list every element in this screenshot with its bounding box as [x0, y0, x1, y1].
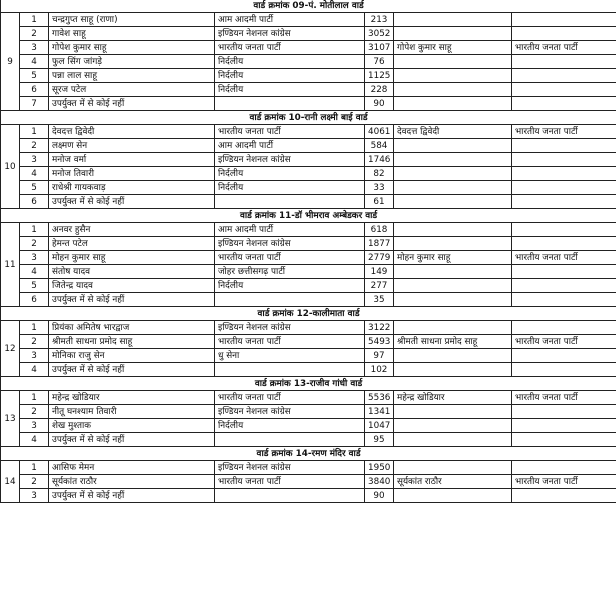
table-row [1, 405, 616, 419]
party-name-cell: इण्डियन नेशनल कांग्रेस [215, 321, 365, 335]
party-name-cell: आम आदमी पार्टी [215, 223, 365, 237]
party-name-cell: आम आदमी पार्टी [215, 13, 365, 27]
winner-party-cell [512, 167, 616, 181]
ward-heading: वार्ड क्रमांक 09-पं. मोतीलाल वार्ड [1, 0, 616, 13]
winner-name-cell [394, 321, 512, 335]
winner-name-cell [394, 489, 512, 503]
serial-number-cell: 5 [20, 69, 49, 83]
party-name-cell: भारतीय जनता पार्टी [215, 335, 365, 349]
winner-party-cell [512, 223, 616, 237]
ward-number-cell: 9 [1, 13, 20, 111]
votes-cell: 2779 [365, 251, 394, 265]
candidate-name-cell: पन्ना लाल साहू [49, 69, 215, 83]
winner-name-cell [394, 237, 512, 251]
serial-number-cell: 6 [20, 83, 49, 97]
party-name-cell: भारतीय जनता पार्टी [215, 251, 365, 265]
party-name-cell: निर्दलीय [215, 167, 365, 181]
ward-heading: वार्ड क्रमांक 14-रमण मंदिर वार्ड [1, 447, 616, 461]
serial-number-cell: 1 [20, 223, 49, 237]
candidate-name-cell: आसिफ मेमन [49, 461, 215, 475]
votes-cell: 3052 [365, 27, 394, 41]
winner-party-cell [512, 349, 616, 363]
table-row [1, 41, 616, 55]
votes-cell: 228 [365, 83, 394, 97]
winner-name-cell [394, 433, 512, 447]
winner-name-cell: सूर्यकांत राठौर [394, 475, 512, 489]
winner-name-cell [394, 27, 512, 41]
party-name-cell [215, 489, 365, 503]
winner-party-cell: भारतीय जनता पार्टी [512, 475, 616, 489]
serial-number-cell: 3 [20, 349, 49, 363]
ward-number-cell: 11 [1, 223, 20, 307]
candidate-name-cell: उपर्युक्त में से कोई नहीं [49, 195, 215, 209]
table-row [1, 363, 616, 377]
winner-name-cell: श्रीमती साधना प्रमोद साहू [394, 335, 512, 349]
votes-cell: 4061 [365, 125, 394, 139]
candidate-name-cell: श्रीमती साधना प्रमोद साहू [49, 335, 215, 349]
serial-number-cell: 4 [20, 265, 49, 279]
winner-name-cell [394, 363, 512, 377]
votes-cell: 76 [365, 55, 394, 69]
winner-name-cell: मोहन कुमार साहू [394, 251, 512, 265]
winner-party-cell [512, 293, 616, 307]
table-row [1, 321, 616, 335]
party-name-cell: इण्डियन नेशनल कांग्रेस [215, 237, 365, 251]
winner-party-cell [512, 195, 616, 209]
winner-party-cell [512, 265, 616, 279]
winner-name-cell: देवदत्त द्विवेदी [394, 125, 512, 139]
winner-party-cell [512, 237, 616, 251]
candidate-name-cell: राधेश्री गायकवाड़ [49, 181, 215, 195]
winner-party-cell [512, 27, 616, 41]
winner-name-cell: गोपेश कुमार साहू [394, 41, 512, 55]
table-row [1, 293, 616, 307]
candidate-name-cell: शेख मुश्ताक [49, 419, 215, 433]
candidate-name-cell: गावेश साहू [49, 27, 215, 41]
candidate-name-cell: देवदत्त द्विवेदी [49, 125, 215, 139]
votes-cell: 3840 [365, 475, 394, 489]
table-row [1, 475, 616, 489]
serial-number-cell: 7 [20, 97, 49, 111]
winner-name-cell [394, 419, 512, 433]
party-name-cell: भारतीय जनता पार्टी [215, 125, 365, 139]
ward-number-cell: 12 [1, 321, 20, 377]
serial-number-cell: 2 [20, 335, 49, 349]
candidate-name-cell: नीतू घनश्याम तिवारी [49, 405, 215, 419]
winner-party-cell [512, 97, 616, 111]
serial-number-cell: 1 [20, 125, 49, 139]
winner-name-cell: महेन्द्र खोडियार [394, 391, 512, 405]
candidate-name-cell: अनवर हुसैन [49, 223, 215, 237]
winner-party-cell: भारतीय जनता पार्टी [512, 251, 616, 265]
candidate-name-cell: मोनिका राजु सेन [49, 349, 215, 363]
party-name-cell: इण्डियन नेशनल कांग्रेस [215, 405, 365, 419]
table-row [1, 489, 616, 503]
serial-number-cell: 2 [20, 475, 49, 489]
party-name-cell: निर्दलीय [215, 279, 365, 293]
ward-heading-row [1, 447, 616, 461]
ward-heading-row [1, 307, 616, 321]
table-row [1, 83, 616, 97]
candidate-name-cell: मनोज तिवारी [49, 167, 215, 181]
serial-number-cell: 5 [20, 279, 49, 293]
party-name-cell [215, 195, 365, 209]
party-name-cell: निर्दलीय [215, 419, 365, 433]
votes-cell: 584 [365, 139, 394, 153]
party-name-cell: आम आदमी पार्टी [215, 139, 365, 153]
serial-number-cell: 1 [20, 391, 49, 405]
votes-cell: 5493 [365, 335, 394, 349]
party-name-cell: भारतीय जनता पार्टी [215, 41, 365, 55]
serial-number-cell: 5 [20, 181, 49, 195]
serial-number-cell: 3 [20, 489, 49, 503]
table-row [1, 55, 616, 69]
winner-party-cell [512, 405, 616, 419]
ward-number-cell: 13 [1, 391, 20, 447]
serial-number-cell: 4 [20, 55, 49, 69]
ward-heading-row [1, 111, 616, 125]
party-name-cell: भारतीय जनता पार्टी [215, 475, 365, 489]
winner-party-cell: भारतीय जनता पार्टी [512, 335, 616, 349]
serial-number-cell: 4 [20, 433, 49, 447]
table-row [1, 13, 616, 27]
party-name-cell: निर्दलीय [215, 181, 365, 195]
winner-name-cell [394, 195, 512, 209]
candidate-name-cell: उपर्युक्त में से कोई नहीं [49, 433, 215, 447]
votes-cell: 277 [365, 279, 394, 293]
winner-party-cell [512, 153, 616, 167]
serial-number-cell: 2 [20, 139, 49, 153]
candidate-name-cell: महेन्द्र खोडियार [49, 391, 215, 405]
winner-name-cell [394, 153, 512, 167]
serial-number-cell: 4 [20, 363, 49, 377]
ward-heading: वार्ड क्रमांक 13-राजीव गांधी वार्ड [1, 377, 616, 391]
serial-number-cell: 6 [20, 293, 49, 307]
candidate-name-cell: संतोष यादव [49, 265, 215, 279]
serial-number-cell: 1 [20, 321, 49, 335]
table-row [1, 223, 616, 237]
winner-party-cell [512, 489, 616, 503]
candidate-name-cell: उपर्युक्त में से कोई नहीं [49, 489, 215, 503]
serial-number-cell: 6 [20, 195, 49, 209]
winner-party-cell [512, 181, 616, 195]
votes-cell: 97 [365, 349, 394, 363]
party-name-cell [215, 433, 365, 447]
candidate-name-cell: जितेन्द्र यादव [49, 279, 215, 293]
candidate-name-cell: लक्ष्मण सेन [49, 139, 215, 153]
votes-cell: 35 [365, 293, 394, 307]
winner-name-cell [394, 13, 512, 27]
winner-party-cell: भारतीय जनता पार्टी [512, 391, 616, 405]
candidate-name-cell: सूर्यकांत राठौर [49, 475, 215, 489]
votes-cell: 5536 [365, 391, 394, 405]
candidate-name-cell: फुल सिंग जांगड़े [49, 55, 215, 69]
candidate-name-cell: उपर्युक्त में से कोई नहीं [49, 293, 215, 307]
candidate-name-cell: चन्द्रगुप्त साहू (राणा) [49, 13, 215, 27]
table-row [1, 139, 616, 153]
candidate-name-cell: उपर्युक्त में से कोई नहीं [49, 363, 215, 377]
winner-name-cell [394, 405, 512, 419]
winner-name-cell [394, 69, 512, 83]
party-name-cell: निर्दलीय [215, 69, 365, 83]
votes-cell: 1125 [365, 69, 394, 83]
party-name-cell [215, 363, 365, 377]
serial-number-cell: 1 [20, 461, 49, 475]
winner-party-cell [512, 363, 616, 377]
winner-party-cell [512, 461, 616, 475]
table-row [1, 419, 616, 433]
candidate-name-cell: मोहन कुमार साहू [49, 251, 215, 265]
table-row [1, 349, 616, 363]
votes-cell: 61 [365, 195, 394, 209]
votes-cell: 213 [365, 13, 394, 27]
serial-number-cell: 3 [20, 153, 49, 167]
table-row [1, 279, 616, 293]
ward-heading: वार्ड क्रमांक 12-कालीमाता वार्ड [1, 307, 616, 321]
votes-cell: 1877 [365, 237, 394, 251]
party-name-cell: निर्दलीय [215, 83, 365, 97]
winner-party-cell [512, 419, 616, 433]
table-row [1, 97, 616, 111]
winner-party-cell [512, 69, 616, 83]
party-name-cell [215, 97, 365, 111]
votes-cell: 1341 [365, 405, 394, 419]
party-name-cell: जोहर छत्तीसगढ़ पार्टी [215, 265, 365, 279]
ward-number-cell: 14 [1, 461, 20, 503]
winner-name-cell [394, 55, 512, 69]
votes-cell: 90 [365, 489, 394, 503]
ward-heading: वार्ड क्रमांक 11-डॉ भीमराव अम्बेडकर वार्ड [1, 209, 616, 223]
votes-cell: 33 [365, 181, 394, 195]
candidate-name-cell: मनोज वर्मा [49, 153, 215, 167]
serial-number-cell: 2 [20, 405, 49, 419]
party-name-cell: भारतीय जनता पार्टी [215, 391, 365, 405]
winner-party-cell [512, 139, 616, 153]
table-row [1, 195, 616, 209]
party-name-cell: निर्दलीय [215, 55, 365, 69]
candidate-name-cell: हेमन्त पटेल [49, 237, 215, 251]
table-row [1, 167, 616, 181]
table-row [1, 433, 616, 447]
table-row [1, 461, 616, 475]
winner-name-cell [394, 461, 512, 475]
ward-heading-row [1, 209, 616, 223]
votes-cell: 1047 [365, 419, 394, 433]
serial-number-cell: 1 [20, 13, 49, 27]
table-row [1, 181, 616, 195]
candidate-name-cell: प्रियंका अमितेष भारद्वाज [49, 321, 215, 335]
winner-party-cell [512, 83, 616, 97]
party-name-cell: इण्डियन नेशनल कांग्रेस [215, 27, 365, 41]
winner-name-cell [394, 97, 512, 111]
table-row [1, 69, 616, 83]
winner-name-cell [394, 167, 512, 181]
votes-cell: 1950 [365, 461, 394, 475]
table-row [1, 237, 616, 251]
ward-heading: वार्ड क्रमांक 10-रानी लक्ष्मी बाई वार्ड [1, 111, 616, 125]
ward-number-cell: 10 [1, 125, 20, 209]
winner-name-cell [394, 181, 512, 195]
votes-cell: 3122 [365, 321, 394, 335]
serial-number-cell: 4 [20, 167, 49, 181]
serial-number-cell: 3 [20, 419, 49, 433]
votes-cell: 102 [365, 363, 394, 377]
winner-party-cell [512, 279, 616, 293]
votes-cell: 95 [365, 433, 394, 447]
ward-heading-row [1, 377, 616, 391]
winner-name-cell [394, 293, 512, 307]
winner-party-cell [512, 321, 616, 335]
candidate-name-cell: उपर्युक्त में से कोई नहीं [49, 97, 215, 111]
party-name-cell [215, 293, 365, 307]
serial-number-cell: 3 [20, 41, 49, 55]
ward-heading-row [1, 0, 616, 13]
party-name-cell: इण्डियन नेशनल कांग्रेस [215, 153, 365, 167]
winner-name-cell [394, 279, 512, 293]
table-row [1, 265, 616, 279]
votes-cell: 618 [365, 223, 394, 237]
winner-name-cell [394, 223, 512, 237]
votes-cell: 90 [365, 97, 394, 111]
candidate-name-cell: सूरज पटेल [49, 83, 215, 97]
serial-number-cell: 2 [20, 237, 49, 251]
winner-name-cell [394, 83, 512, 97]
table-row [1, 335, 616, 349]
table-row [1, 125, 616, 139]
table-row [1, 153, 616, 167]
table-row [1, 251, 616, 265]
serial-number-cell: 3 [20, 251, 49, 265]
winner-party-cell: भारतीय जनता पार्टी [512, 41, 616, 55]
winner-party-cell [512, 55, 616, 69]
votes-cell: 3107 [365, 41, 394, 55]
winner-name-cell [394, 265, 512, 279]
winner-name-cell [394, 139, 512, 153]
votes-cell: 82 [365, 167, 394, 181]
votes-cell: 149 [365, 265, 394, 279]
table-row [1, 27, 616, 41]
winner-name-cell [394, 349, 512, 363]
winner-party-cell: भारतीय जनता पार्टी [512, 125, 616, 139]
votes-cell: 1746 [365, 153, 394, 167]
winner-party-cell [512, 13, 616, 27]
serial-number-cell: 2 [20, 27, 49, 41]
candidate-name-cell: गोपेश कुमार साहू [49, 41, 215, 55]
table-row [1, 391, 616, 405]
winner-party-cell [512, 433, 616, 447]
party-name-cell: धु सेना [215, 349, 365, 363]
party-name-cell: इण्डियन नेशनल कांग्रेस [215, 461, 365, 475]
